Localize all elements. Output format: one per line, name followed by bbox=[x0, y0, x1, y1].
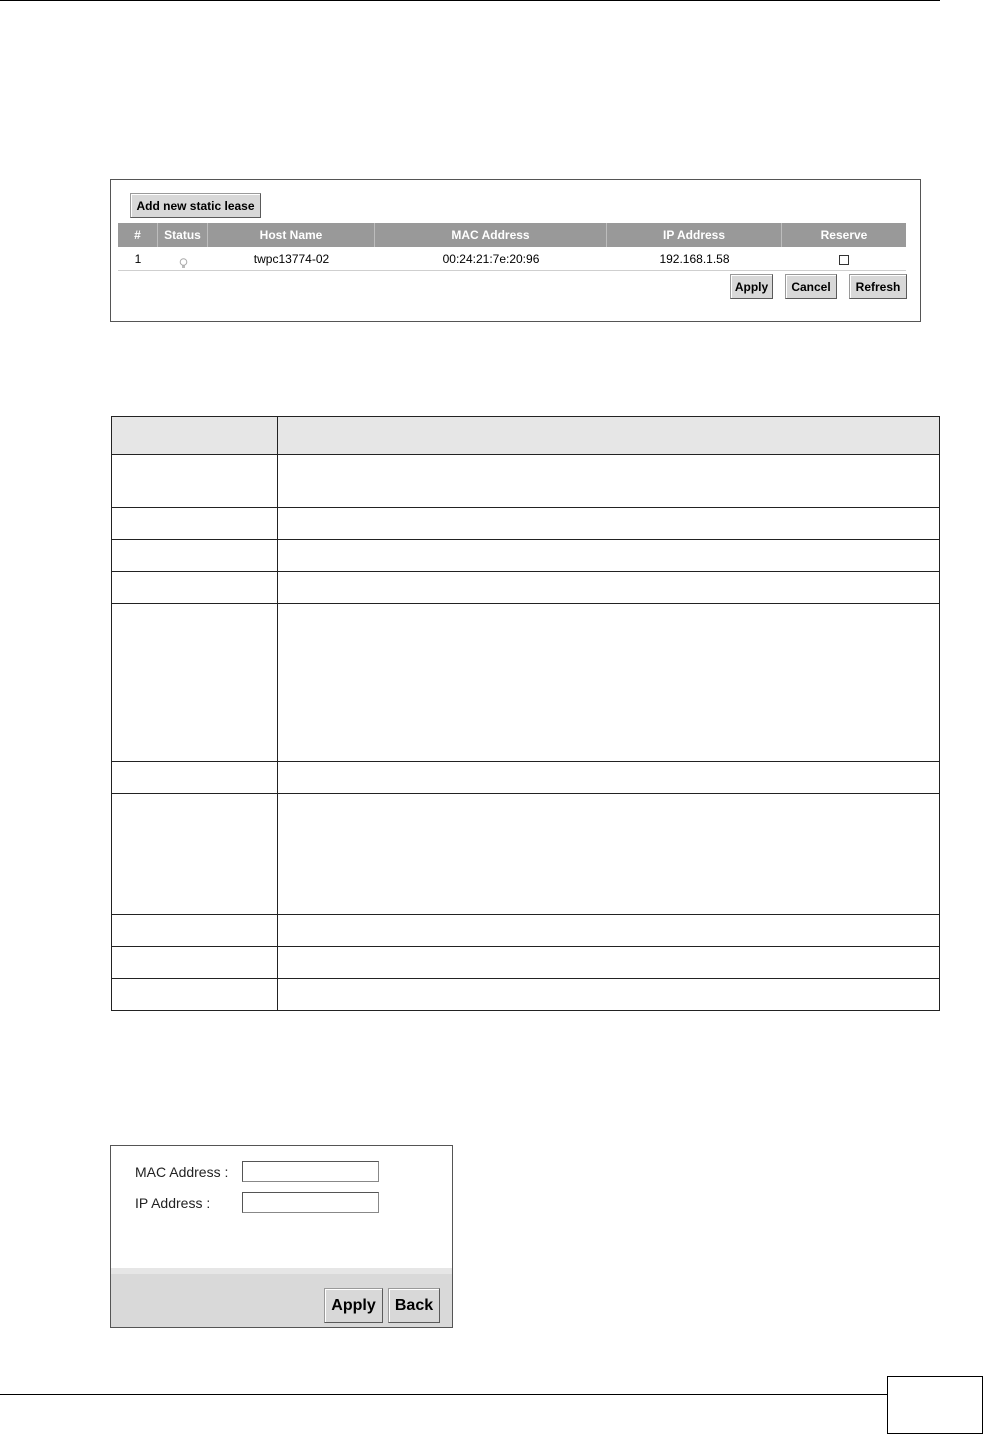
label-cell bbox=[112, 508, 278, 540]
label-cell bbox=[112, 915, 278, 947]
description-cell bbox=[278, 455, 940, 508]
description-cell bbox=[278, 947, 940, 979]
table-row bbox=[112, 572, 940, 604]
table-header-row bbox=[112, 417, 940, 455]
apply-button[interactable]: Apply bbox=[324, 1288, 383, 1323]
table-row bbox=[118, 248, 906, 271]
row-reserve bbox=[782, 248, 906, 270]
label-cell bbox=[112, 572, 278, 604]
static-lease-panel bbox=[110, 179, 921, 322]
description-table bbox=[111, 416, 940, 1011]
label-cell bbox=[112, 979, 278, 1011]
label-cell bbox=[112, 455, 278, 508]
table-row bbox=[112, 947, 940, 979]
lease-table-header bbox=[118, 223, 906, 247]
label-cell bbox=[112, 604, 278, 762]
table-row bbox=[112, 455, 940, 508]
cancel-button[interactable]: Cancel bbox=[785, 274, 837, 299]
table-row bbox=[112, 794, 940, 915]
reserve-checkbox[interactable] bbox=[839, 255, 849, 265]
mac-address-input[interactable] bbox=[242, 1161, 379, 1182]
table-row bbox=[112, 979, 940, 1011]
add-static-lease-button[interactable]: Add new static lease bbox=[130, 193, 261, 218]
description-cell bbox=[278, 979, 940, 1011]
label-cell bbox=[112, 947, 278, 979]
table-row bbox=[112, 915, 940, 947]
apply-button[interactable]: Apply bbox=[730, 274, 773, 299]
description-cell bbox=[278, 604, 940, 762]
page-number-box bbox=[887, 1376, 983, 1434]
col-reserve: Reserve bbox=[820, 228, 868, 242]
col-index: # bbox=[118, 223, 158, 247]
mac-address-label: MAC Address : bbox=[135, 1164, 229, 1180]
col-ip-address: IP Address bbox=[607, 223, 782, 247]
description-cell bbox=[278, 762, 940, 794]
description-cell bbox=[278, 572, 940, 604]
description-cell bbox=[278, 417, 940, 455]
description-cell bbox=[278, 915, 940, 947]
back-button[interactable]: Back bbox=[388, 1288, 440, 1323]
row-ip-address: 192.168.1.58 bbox=[659, 252, 730, 266]
table-row bbox=[112, 508, 940, 540]
table-row bbox=[112, 604, 940, 762]
label-cell bbox=[112, 417, 278, 455]
label-cell bbox=[112, 794, 278, 915]
description-cell bbox=[278, 508, 940, 540]
row-host-name: twpc13774-02 bbox=[253, 252, 330, 266]
row-mac-address: 00:24:21:7e:20:96 bbox=[442, 252, 540, 266]
form-footer bbox=[111, 1268, 452, 1327]
bulb-icon bbox=[179, 254, 188, 265]
footer-rule bbox=[0, 1394, 887, 1395]
table-row bbox=[112, 540, 940, 572]
label-cell bbox=[112, 540, 278, 572]
ip-address-label: IP Address : bbox=[135, 1195, 211, 1211]
col-mac-address: MAC Address bbox=[375, 223, 607, 247]
refresh-button[interactable]: Refresh bbox=[849, 274, 907, 299]
label-cell bbox=[112, 762, 278, 794]
row-index: 1 bbox=[134, 252, 142, 266]
ip-address-input[interactable] bbox=[242, 1192, 379, 1213]
header-rule bbox=[0, 0, 940, 1]
col-status: Status bbox=[158, 223, 208, 247]
row-status bbox=[158, 248, 208, 270]
col-host-name: Host Name bbox=[208, 223, 375, 247]
description-cell bbox=[278, 540, 940, 572]
table-row bbox=[112, 762, 940, 794]
description-cell bbox=[278, 794, 940, 915]
add-static-lease-panel bbox=[110, 1145, 453, 1328]
